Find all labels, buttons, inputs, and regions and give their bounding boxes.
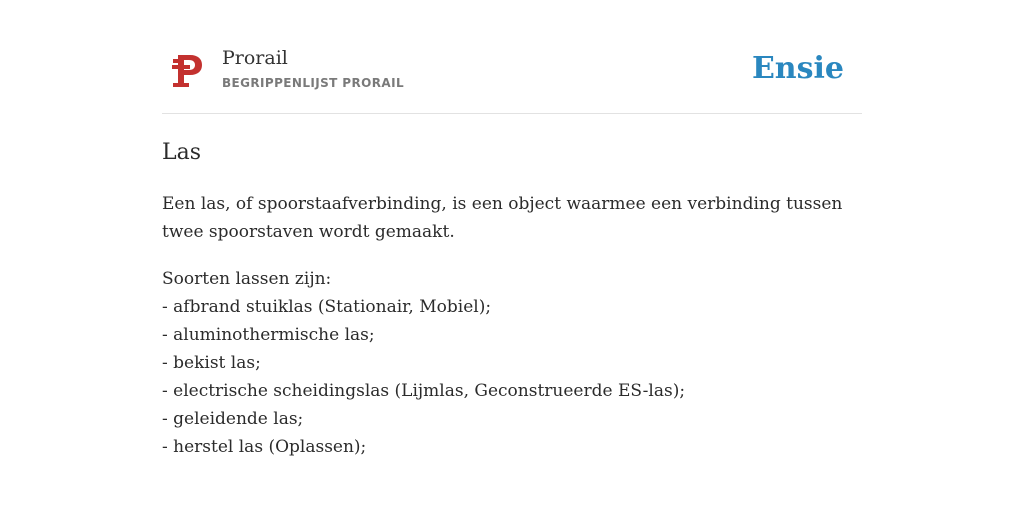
list-item: - bekist las;: [162, 353, 261, 373]
prorail-logo-icon: [170, 52, 204, 90]
list-item: - herstel las (Oplassen);: [162, 437, 367, 457]
list-intro: Soorten lassen zijn:: [162, 269, 332, 289]
ensie-brand-logo[interactable]: Ensie: [751, 51, 844, 86]
source-subtitle[interactable]: BEGRIPPENLIJST PRORAIL: [222, 76, 404, 90]
entry-term: Las: [162, 140, 202, 165]
entry-content: [162, 190, 862, 461]
entry-definition: Een las, of spoorstaafverbinding, is een object waarmee een verbinding tussen twee spoorstaven wordt gemaakt.: [162, 194, 843, 242]
list-item: - electrische scheidingslas (Lijmlas, Geconstrueerde ES-las);: [162, 381, 686, 401]
source-name[interactable]: Prorail: [222, 47, 288, 69]
list-item: - geleidende las;: [162, 409, 304, 429]
list-item: - aluminothermische las;: [162, 325, 375, 345]
entry-list: [162, 265, 862, 461]
header: [162, 42, 862, 114]
list-item: - afbrand stuiklas (Stationair, Mobiel);: [162, 297, 492, 317]
